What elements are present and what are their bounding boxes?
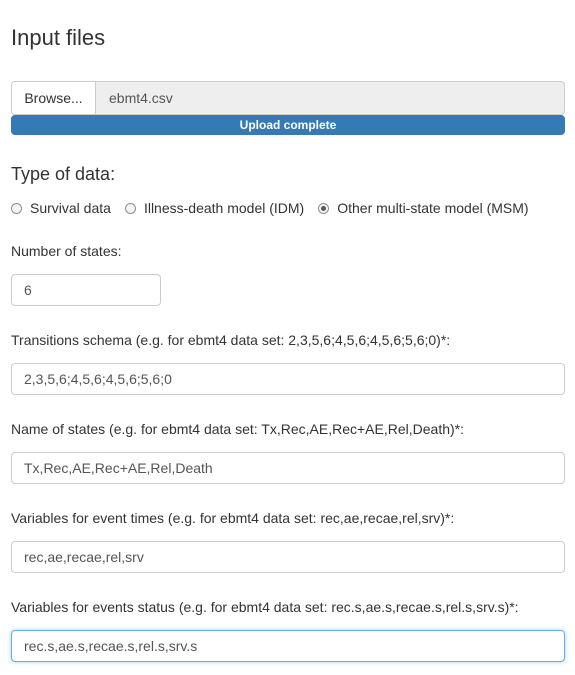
state-names-input[interactable]: Tx,Rec,AE,Rec+AE,Rel,Death [11,452,565,484]
event-status-input[interactable]: rec.s,ae.s,recae.s,rel.s,srv.s [11,630,565,662]
radio-button-icon[interactable] [11,203,22,214]
radio-label: Illness-death model (IDM) [143,200,305,216]
transitions-label: Transitions schema (e.g. for ebmt4 data set: 2,3,5,6;4,5,6;4,5,6;5,6;0)*: [11,332,451,348]
data-type-label: Type of data: [11,164,116,184]
event-times-input[interactable]: rec,ae,recae,rel,srv [11,541,565,573]
upload-progress [11,115,565,135]
radio-other-multi-state-model[interactable] [318,200,528,216]
file-name-field: ebmt4.csv [96,81,565,115]
radio-label: Other multi-state model (MSM) [337,200,529,216]
event-status-label: Variables for events status (e.g. for ebmt4 data set: rec.s,ae.s,recae.s,rel.s,srv.s)*: [11,599,519,615]
num-states-input[interactable]: 6 [11,274,161,306]
radio-label: Survival data [30,200,111,216]
radio-button-icon[interactable] [125,203,136,214]
transitions-input[interactable]: 2,3,5,6;4,5,6;4,5,6;5,6;0 [11,363,565,395]
browse-button[interactable]: Browse... [11,81,96,115]
data-type-radio-group [11,200,543,216]
section-title: Input files [11,25,106,50]
file-input-group [11,81,565,115]
num-states-label: Number of states: [11,243,122,259]
upload-progress-bar: Upload complete [11,115,565,135]
radio-illness-death-model[interactable] [125,200,304,216]
radio-button-icon[interactable] [318,203,329,214]
state-names-label: Name of states (e.g. for ebmt4 data set: Tx,Rec,AE,Rec+AE,Rel,Death)*: [11,421,464,437]
radio-survival-data[interactable] [11,200,111,216]
event-times-label: Variables for event times (e.g. for ebmt4 data set: rec,ae,recae,rel,srv)*: [11,510,455,526]
